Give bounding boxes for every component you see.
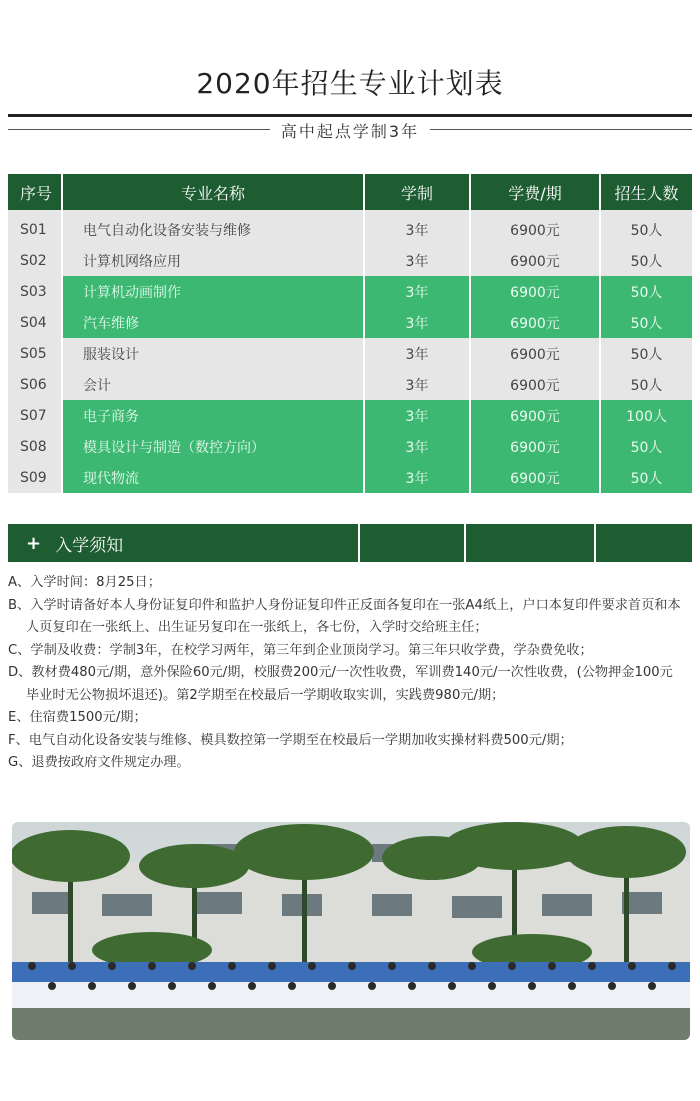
notice-item: C、学制及收费：学制3年，在校学习两年，第三年到企业顶岗学习。第三年只收学费，学杂费免收；: [8, 642, 593, 658]
notice-item: F、电气自动化设备安装与维修、模具数控第一学期至在校最后一学期加收实操材料费500元/期；: [8, 732, 573, 748]
row-fee: 6900元: [470, 369, 600, 400]
row-quota: 50人: [600, 210, 692, 245]
row-fee: 6900元: [470, 276, 600, 307]
group-photo: [12, 822, 690, 1040]
table-row: [8, 462, 692, 493]
subtitle-line-right: [430, 129, 692, 130]
header-code: 序号: [8, 174, 62, 210]
row-duration: 3年: [364, 307, 470, 338]
row-fee: 6900元: [470, 245, 600, 276]
row-code: S08: [8, 431, 62, 462]
row-fee: 6900元: [470, 210, 600, 245]
header-fee: 学费/期: [470, 174, 600, 210]
row-name: 电子商务: [62, 400, 364, 431]
table-row: [8, 338, 692, 369]
row-quota: 50人: [600, 338, 692, 369]
row-code: S03: [8, 276, 62, 307]
row-duration: 3年: [364, 400, 470, 431]
table-row: [8, 276, 692, 307]
notice-item: E、住宿费1500元/期；: [8, 710, 147, 725]
group-photo-illustration: [12, 822, 690, 1040]
notice-item-continuation: 人页复印在一张纸上、出生证另复印在一张纸上，各七份，入学时交给班主任；: [26, 620, 488, 635]
notice-item-continuation: 毕业时无公物损坏退还)。第2学期至在校最后一学期收取实训，实践费980元/期；: [26, 687, 505, 703]
row-fee: 6900元: [470, 338, 600, 369]
header-quota: 招生人数: [600, 174, 692, 210]
page-title: 2020年招生专业计划表: [196, 67, 504, 100]
row-duration: 3年: [364, 431, 470, 462]
header-name: 专业名称: [62, 174, 364, 210]
notice-header: [8, 524, 360, 562]
row-quota: 100人: [600, 400, 692, 431]
row-quota: 50人: [600, 307, 692, 338]
row-fee: 6900元: [470, 307, 600, 338]
row-duration: 3年: [364, 462, 470, 493]
row-quota: 50人: [600, 245, 692, 276]
row-code: S01: [8, 210, 62, 245]
row-quota: 50人: [600, 276, 692, 307]
row-duration: 3年: [364, 369, 470, 400]
notice-header-spacer: [466, 524, 596, 562]
row-duration: 3年: [364, 210, 470, 245]
plus-icon: +: [26, 532, 42, 554]
row-name: 计算机网络应用: [62, 245, 364, 276]
row-code: S07: [8, 400, 62, 431]
row-name: 汽车维修: [62, 307, 364, 338]
table-row: [8, 369, 692, 400]
row-code: S06: [8, 369, 62, 400]
row-name: 电气自动化设备安装与维修: [62, 210, 364, 245]
notice-header-spacer: [596, 524, 692, 562]
row-name: 计算机动画制作: [62, 276, 364, 307]
notice-header-spacer: [360, 524, 466, 562]
notice-list: [8, 572, 696, 775]
row-name: 服装设计: [62, 338, 364, 369]
row-code: S02: [8, 245, 62, 276]
notice-header-bar: [8, 524, 692, 562]
notice-title: 入学须知: [55, 535, 124, 556]
row-code: S04: [8, 307, 62, 338]
row-duration: 3年: [364, 245, 470, 276]
row-name: 会计: [62, 369, 364, 400]
table-row: [8, 245, 692, 276]
row-duration: 3年: [364, 338, 470, 369]
table-row: [8, 307, 692, 338]
subtitle-row: [8, 117, 692, 143]
table-row: [8, 400, 692, 431]
row-name: 模具设计与制造（数控方向）: [62, 431, 364, 462]
notice-item: A、入学时间：8月25日；: [8, 575, 161, 590]
row-quota: 50人: [600, 369, 692, 400]
notice-item: B、入学时请备好本人身份证复印件和监护人身份证复印件正反面各复印在一张A4纸上，户口本复印件要求首页和本: [8, 597, 681, 613]
row-name: 现代物流: [62, 462, 364, 493]
notice-item: D、教材费480元/期，意外保险60元/期，校服费200元/一次性收费，军训费140元/一次性收费，(公物押金100元: [8, 665, 673, 680]
table-row: [8, 210, 692, 245]
row-quota: 50人: [600, 431, 692, 462]
row-quota: 50人: [600, 462, 692, 493]
table-row: [8, 431, 692, 462]
row-duration: 3年: [364, 276, 470, 307]
row-fee: 6900元: [470, 431, 600, 462]
row-fee: 6900元: [470, 462, 600, 493]
enrollment-plan-table: [8, 174, 692, 493]
table-header-row: [8, 174, 692, 210]
row-fee: 6900元: [470, 400, 600, 431]
row-code: S05: [8, 338, 62, 369]
notice-item: G、退费按政府文件规定办理。: [8, 755, 190, 770]
subtitle: 高中起点学制3年: [280, 122, 420, 141]
header-duration: 学制: [364, 174, 470, 210]
row-code: S09: [8, 462, 62, 493]
